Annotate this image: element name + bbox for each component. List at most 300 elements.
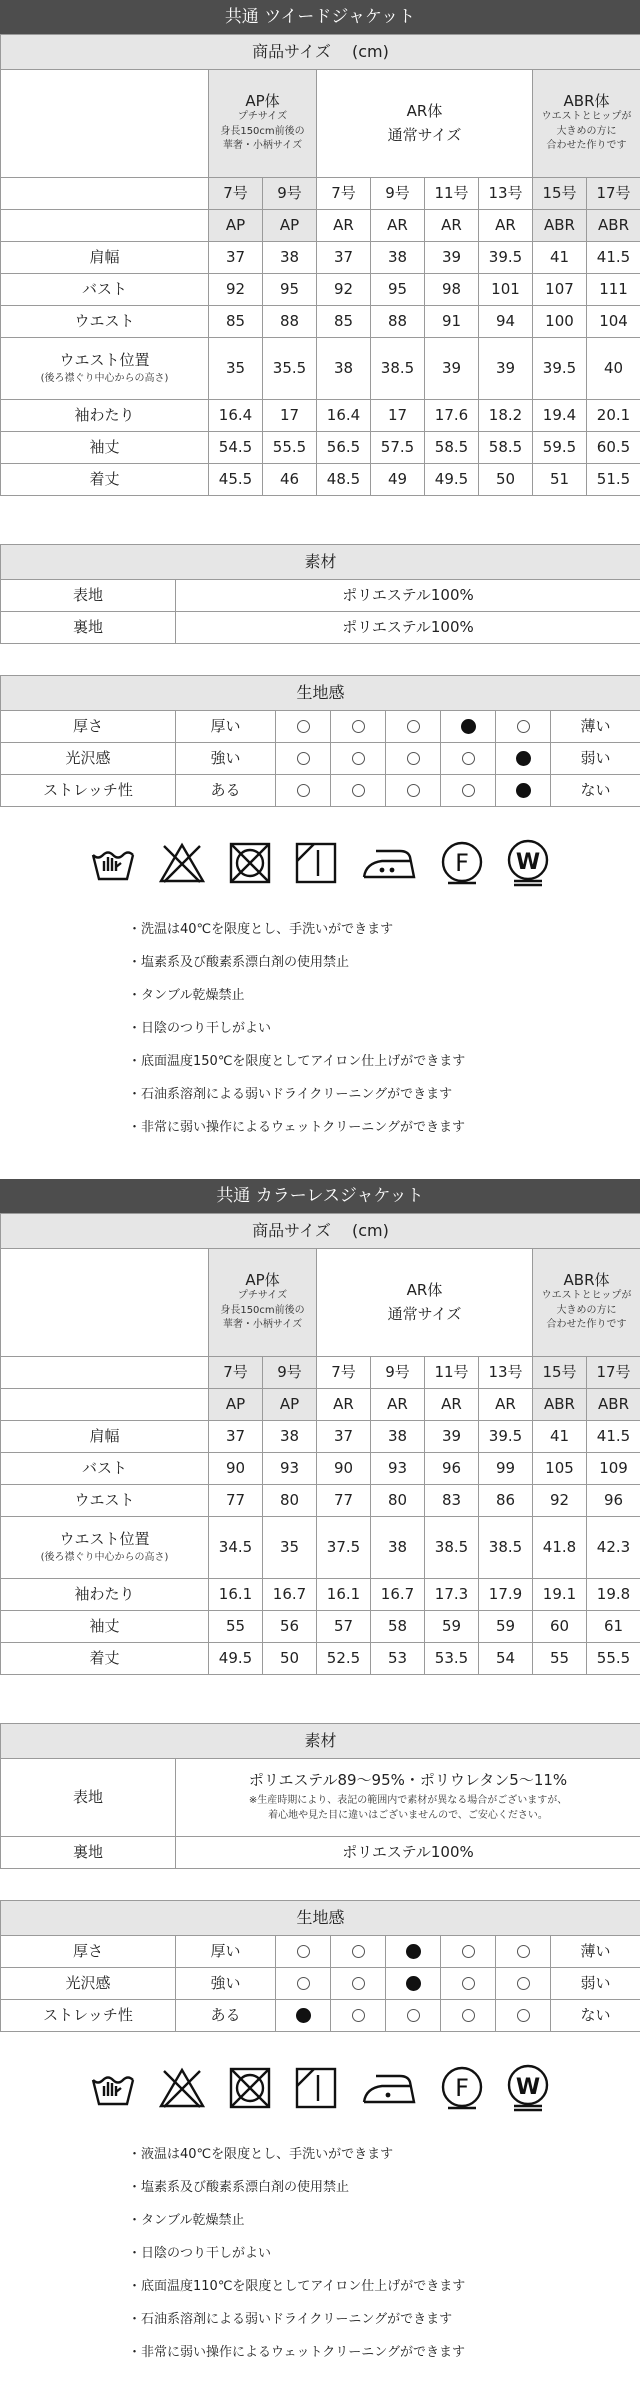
empty-circle-icon [462, 2009, 475, 2022]
type-label: AR [479, 210, 533, 242]
scale-cell [331, 1968, 386, 2000]
size-label: 11号 [425, 1357, 479, 1389]
scale-cell [331, 775, 386, 807]
measure-value: 88 [263, 306, 317, 338]
empty-circle-icon [297, 784, 310, 797]
empty-circle-icon [297, 720, 310, 733]
empty-circle-icon [352, 1977, 365, 1990]
measure-value: 19.4 [533, 400, 587, 432]
measure-value: 39 [425, 1421, 479, 1453]
measure-label: 袖わたり [1, 400, 209, 432]
scale-cell [441, 775, 496, 807]
texture-left-label: 強い [176, 743, 276, 775]
hand-wash-40-icon [90, 841, 136, 885]
texture-label: 厚さ [1, 711, 176, 743]
material-label: 裏地 [1, 612, 176, 644]
scale-cell [276, 1936, 331, 1968]
scale-cell [386, 743, 441, 775]
measure-value: 41.5 [587, 1421, 640, 1453]
measure-value: 105 [533, 1453, 587, 1485]
measure-value: 92 [317, 274, 371, 306]
measure-label: 袖わたり [1, 1579, 209, 1611]
measure-value: 35 [263, 1517, 317, 1579]
texture-left-label: 厚い [176, 1936, 276, 1968]
measure-value: 17.3 [425, 1579, 479, 1611]
texture-right-label: 薄い [551, 1936, 640, 1968]
scale-cell [331, 1936, 386, 1968]
care-list [0, 913, 640, 1144]
blank-corner [1, 1249, 209, 1357]
type-label: ABR [533, 210, 587, 242]
product-title: 共通 カラーレスジャケット [0, 1179, 640, 1213]
care-item: ・タンブル乾燥禁止 [128, 988, 245, 1003]
measure-value: 58 [371, 1611, 425, 1643]
measure-value: 37 [209, 242, 263, 274]
texture-header: 生地感 [1, 1901, 640, 1936]
measure-value: 37 [317, 242, 371, 274]
measure-value: 39 [425, 338, 479, 400]
measure-value: 92 [533, 1485, 587, 1517]
measure-value: 37 [209, 1421, 263, 1453]
svg-text:W: W [515, 850, 541, 875]
empty-circle-icon [462, 784, 475, 797]
care-item: ・塩素系及び酸素系漂白剤の使用禁止 [128, 955, 350, 970]
empty-circle-icon [352, 2009, 365, 2022]
size-table-header: 商品サイズ (cm) [1, 35, 640, 70]
measure-value: 104 [587, 306, 640, 338]
material-table [0, 1723, 640, 1869]
measure-label: ウエスト [1, 1485, 209, 1517]
measure-value: 39.5 [533, 338, 587, 400]
measure-value: 45.5 [209, 464, 263, 496]
scale-cell [331, 2000, 386, 2032]
scale-cell [276, 2000, 331, 2032]
line-dry-shade-icon [294, 2066, 338, 2110]
material-label: 表地 [1, 580, 176, 612]
measure-label: 袖丈 [1, 432, 209, 464]
empty-circle-icon [297, 1945, 310, 1958]
texture-label: 厚さ [1, 1936, 176, 1968]
dry-clean-f-icon [440, 840, 484, 886]
measure-value: 59.5 [533, 432, 587, 464]
measure-value: 20.1 [587, 400, 640, 432]
blank-cell [1, 178, 209, 210]
size-label: 11号 [425, 178, 479, 210]
selected-circle-icon [516, 751, 531, 766]
measure-value: 16.1 [209, 1579, 263, 1611]
type-label: AR [371, 210, 425, 242]
scale-cell [441, 1936, 496, 1968]
group-abr: ABR体 ウエストとヒップが 大きめの方に 合わせた作りです [533, 70, 640, 178]
measure-value: 35.5 [263, 338, 317, 400]
type-label: AP [263, 1389, 317, 1421]
measure-value: 98 [425, 274, 479, 306]
blank-cell [1, 210, 209, 242]
selected-circle-icon [406, 1976, 421, 1991]
type-label: AR [425, 1389, 479, 1421]
measure-value: 17.6 [425, 400, 479, 432]
group-ap: AP体 プチサイズ 身長150cm前後の 華奢・小柄サイズ [209, 1249, 317, 1357]
measure-value: 88 [371, 306, 425, 338]
measure-value: 80 [371, 1485, 425, 1517]
size-label: 15号 [533, 178, 587, 210]
measure-value: 91 [425, 306, 479, 338]
iron-110-icon [360, 2068, 418, 2108]
material-header: 素材 [1, 1724, 640, 1759]
scale-cell [386, 1968, 441, 2000]
texture-left-label: 厚い [176, 711, 276, 743]
material-label: 表地 [1, 1759, 176, 1837]
measure-value: 54.5 [209, 432, 263, 464]
hand-wash-40-icon [90, 2066, 136, 2110]
care-item: ・底面温度150℃を限度としてアイロン仕上げができます [128, 1054, 466, 1069]
measure-value: 41 [533, 242, 587, 274]
size-label: 7号 [317, 178, 371, 210]
product-2 [0, 1179, 640, 2369]
line-dry-shade-icon [294, 841, 338, 885]
no-bleach-icon [158, 842, 206, 884]
scale-cell [276, 1968, 331, 2000]
scale-cell [496, 743, 551, 775]
scale-cell [496, 2000, 551, 2032]
type-label: AP [263, 210, 317, 242]
care-item: ・塩素系及び酸素系漂白剤の使用禁止 [128, 2180, 350, 2195]
measure-label: 肩幅 [1, 1421, 209, 1453]
iron-150-icon [360, 843, 418, 883]
texture-label: ストレッチ性 [1, 2000, 176, 2032]
measure-value: 83 [425, 1485, 479, 1517]
measure-value: 17 [263, 400, 317, 432]
care-item: ・石油系溶剤による弱いドライクリーニングができます [128, 2312, 453, 2327]
measure-value: 77 [209, 1485, 263, 1517]
material-header: 素材 [1, 545, 640, 580]
scale-cell [441, 711, 496, 743]
measure-value: 96 [425, 1453, 479, 1485]
no-bleach-icon [158, 2067, 206, 2109]
measure-value: 92 [209, 274, 263, 306]
empty-circle-icon [407, 2009, 420, 2022]
measure-value: 37.5 [317, 1517, 371, 1579]
texture-right-label: ない [551, 2000, 640, 2032]
measure-label: ウエスト位置 (後ろ襟ぐり中心からの高さ) [1, 338, 209, 400]
measure-label: 袖丈 [1, 1611, 209, 1643]
size-label: 7号 [209, 178, 263, 210]
care-item: ・液温は40℃を限度とし、手洗いができます [128, 2147, 394, 2162]
size-label: 13号 [479, 178, 533, 210]
measure-value: 18.2 [479, 400, 533, 432]
size-label: 7号 [317, 1357, 371, 1389]
measure-value: 96 [587, 1485, 640, 1517]
size-label: 17号 [587, 178, 640, 210]
measure-value: 40 [587, 338, 640, 400]
product-title: 共通 ツイードジャケット [0, 0, 640, 34]
scale-cell [276, 711, 331, 743]
measure-value: 38 [371, 1421, 425, 1453]
size-table-header: 商品サイズ (cm) [1, 1214, 640, 1249]
dry-clean-f-icon [440, 2065, 484, 2111]
care-item: ・石油系溶剤による弱いドライクリーニングができます [128, 1087, 453, 1102]
empty-circle-icon [297, 752, 310, 765]
measure-value: 55.5 [263, 432, 317, 464]
group-ap: AP体 プチサイズ 身長150cm前後の 華奢・小柄サイズ [209, 70, 317, 178]
type-label: AR [479, 1389, 533, 1421]
material-value: ポリエステル100% [176, 580, 640, 612]
measure-value: 111 [587, 274, 640, 306]
measure-value: 50 [263, 1643, 317, 1675]
size-label: 7号 [209, 1357, 263, 1389]
measure-label: 着丈 [1, 464, 209, 496]
measure-value: 60.5 [587, 432, 640, 464]
measure-value: 55 [209, 1611, 263, 1643]
group-ar: AR体 通常サイズ [317, 70, 533, 178]
measure-value: 38 [263, 242, 317, 274]
scale-cell [386, 711, 441, 743]
texture-right-label: 弱い [551, 1968, 640, 2000]
texture-label: ストレッチ性 [1, 775, 176, 807]
type-label: AR [317, 1389, 371, 1421]
measure-value: 100 [533, 306, 587, 338]
scale-cell [276, 743, 331, 775]
measure-value: 38 [263, 1421, 317, 1453]
measure-value: 54 [479, 1643, 533, 1675]
material-value-cell [176, 1759, 640, 1837]
measure-value: 41 [533, 1421, 587, 1453]
measure-value: 77 [317, 1485, 371, 1517]
svg-text:W: W [515, 2075, 541, 2100]
measure-value: 35 [209, 338, 263, 400]
material-note: 着心地や見た目に違いはございませんので、ご安心ください。 [268, 1810, 548, 1822]
scale-cell [386, 1936, 441, 1968]
selected-circle-icon [461, 719, 476, 734]
type-label: ABR [587, 1389, 640, 1421]
measure-value: 57 [317, 1611, 371, 1643]
scale-cell [386, 2000, 441, 2032]
measure-label: 着丈 [1, 1643, 209, 1675]
wet-clean-w-icon [506, 2064, 550, 2112]
scale-cell [441, 2000, 496, 2032]
measure-value: 19.8 [587, 1579, 640, 1611]
measure-value: 41.8 [533, 1517, 587, 1579]
size-label: 9号 [263, 178, 317, 210]
measure-value: 34.5 [209, 1517, 263, 1579]
size-label: 13号 [479, 1357, 533, 1389]
measure-value: 51 [533, 464, 587, 496]
blank-cell [1, 1389, 209, 1421]
measure-value: 39.5 [479, 242, 533, 274]
measure-value: 38.5 [479, 1517, 533, 1579]
measure-label: ウエスト位置 (後ろ襟ぐり中心からの高さ) [1, 1517, 209, 1579]
type-label: AP [209, 1389, 263, 1421]
blank-cell [1, 1357, 209, 1389]
measure-value: 39 [425, 242, 479, 274]
measure-value: 59 [425, 1611, 479, 1643]
empty-circle-icon [462, 1977, 475, 1990]
material-value: ポリエステル89〜95%・ポリウレタン5〜11% [248, 1770, 568, 1789]
material-table [0, 544, 640, 644]
measure-value: 49.5 [209, 1643, 263, 1675]
measure-value: 50 [479, 464, 533, 496]
measure-value: 53 [371, 1643, 425, 1675]
measure-value: 59 [479, 1611, 533, 1643]
measure-value: 42.3 [587, 1517, 640, 1579]
measure-value: 60 [533, 1611, 587, 1643]
empty-circle-icon [517, 2009, 530, 2022]
measure-label: ウエスト [1, 306, 209, 338]
texture-table [0, 1900, 640, 2032]
measure-value: 37 [317, 1421, 371, 1453]
measure-value: 38 [317, 338, 371, 400]
measure-value: 94 [479, 306, 533, 338]
texture-table [0, 675, 640, 807]
group-abr: ABR体 ウエストとヒップが 大きめの方に 合わせた作りです [533, 1249, 640, 1357]
measure-value: 93 [371, 1453, 425, 1485]
size-table [0, 34, 640, 496]
size-label: 9号 [263, 1357, 317, 1389]
measure-value: 49 [371, 464, 425, 496]
measure-label: バスト [1, 274, 209, 306]
measure-value: 16.4 [209, 400, 263, 432]
texture-left-label: ある [176, 2000, 276, 2032]
selected-circle-icon [296, 2008, 311, 2023]
measure-value: 95 [263, 274, 317, 306]
type-label: ABR [587, 210, 640, 242]
empty-circle-icon [297, 1977, 310, 1990]
measure-value: 17 [371, 400, 425, 432]
empty-circle-icon [517, 720, 530, 733]
empty-circle-icon [462, 752, 475, 765]
measure-value: 38 [371, 242, 425, 274]
wet-clean-w-icon [506, 839, 550, 887]
material-note: ※生産時期により、表記の範囲内で素材が異なる場合がございますが、 [248, 1795, 568, 1807]
measure-label: バスト [1, 1453, 209, 1485]
size-table [0, 1213, 640, 1675]
measure-value: 80 [263, 1485, 317, 1517]
measure-value: 58.5 [479, 432, 533, 464]
measure-value: 95 [371, 274, 425, 306]
material-value: ポリエステル100% [176, 1837, 640, 1869]
measure-value: 52.5 [317, 1643, 371, 1675]
selected-circle-icon [516, 783, 531, 798]
measure-value: 107 [533, 274, 587, 306]
measure-value: 90 [317, 1453, 371, 1485]
size-label: 15号 [533, 1357, 587, 1389]
scale-cell [496, 1968, 551, 2000]
texture-label: 光沢感 [1, 743, 176, 775]
measure-value: 16.7 [371, 1579, 425, 1611]
empty-circle-icon [462, 1945, 475, 1958]
scale-cell [441, 743, 496, 775]
product-1 [0, 0, 640, 1144]
texture-right-label: ない [551, 775, 640, 807]
empty-circle-icon [352, 752, 365, 765]
measure-value: 49.5 [425, 464, 479, 496]
measure-value: 99 [479, 1453, 533, 1485]
material-value: ポリエステル100% [176, 612, 640, 644]
measure-value: 16.7 [263, 1579, 317, 1611]
type-label: ABR [533, 1389, 587, 1421]
care-icons [0, 823, 640, 903]
measure-value: 16.4 [317, 400, 371, 432]
scale-cell [496, 711, 551, 743]
type-label: AR [371, 1389, 425, 1421]
measure-value: 39 [479, 338, 533, 400]
measure-value: 86 [479, 1485, 533, 1517]
measure-value: 109 [587, 1453, 640, 1485]
measure-value: 85 [317, 306, 371, 338]
care-item: ・タンブル乾燥禁止 [128, 2213, 245, 2228]
empty-circle-icon [517, 1945, 530, 1958]
empty-circle-icon [407, 752, 420, 765]
measure-value: 55 [533, 1643, 587, 1675]
measure-value: 46 [263, 464, 317, 496]
texture-right-label: 薄い [551, 711, 640, 743]
measure-value: 101 [479, 274, 533, 306]
type-label: AR [425, 210, 479, 242]
measure-value: 38 [371, 1517, 425, 1579]
texture-left-label: 強い [176, 1968, 276, 2000]
measure-value: 90 [209, 1453, 263, 1485]
care-item: ・洗温は40℃を限度とし、手洗いができます [128, 922, 394, 937]
measure-value: 48.5 [317, 464, 371, 496]
empty-circle-icon [352, 720, 365, 733]
measure-value: 53.5 [425, 1643, 479, 1675]
no-tumble-dry-icon [228, 841, 272, 885]
empty-circle-icon [517, 1977, 530, 1990]
selected-circle-icon [406, 1944, 421, 1959]
type-label: AP [209, 210, 263, 242]
size-label: 9号 [371, 1357, 425, 1389]
scale-cell [386, 775, 441, 807]
size-label: 17号 [587, 1357, 640, 1389]
empty-circle-icon [352, 784, 365, 797]
group-ar: AR体 通常サイズ [317, 1249, 533, 1357]
measure-value: 19.1 [533, 1579, 587, 1611]
texture-left-label: ある [176, 775, 276, 807]
measure-value: 58.5 [425, 432, 479, 464]
empty-circle-icon [352, 1945, 365, 1958]
measure-value: 56.5 [317, 432, 371, 464]
texture-header: 生地感 [1, 676, 640, 711]
care-icons [0, 2048, 640, 2128]
scale-cell [276, 775, 331, 807]
measure-value: 57.5 [371, 432, 425, 464]
measure-value: 16.1 [317, 1579, 371, 1611]
texture-label: 光沢感 [1, 1968, 176, 2000]
blank-corner [1, 70, 209, 178]
svg-text:F: F [455, 849, 469, 877]
type-label: AR [317, 210, 371, 242]
measure-value: 39.5 [479, 1421, 533, 1453]
care-item: ・日陰のつり干しがよい [128, 2246, 272, 2261]
care-list [0, 2138, 640, 2369]
material-label: 裏地 [1, 1837, 176, 1869]
texture-right-label: 弱い [551, 743, 640, 775]
scale-cell [331, 743, 386, 775]
care-item: ・底面温度110℃を限度としてアイロン仕上げができます [128, 2279, 466, 2294]
svg-text:F: F [455, 2074, 469, 2102]
scale-cell [441, 1968, 496, 2000]
measure-value: 85 [209, 306, 263, 338]
measure-value: 61 [587, 1611, 640, 1643]
measure-value: 51.5 [587, 464, 640, 496]
scale-cell [331, 711, 386, 743]
measure-value: 38.5 [425, 1517, 479, 1579]
no-tumble-dry-icon [228, 2066, 272, 2110]
measure-value: 17.9 [479, 1579, 533, 1611]
empty-circle-icon [407, 784, 420, 797]
care-item: ・日陰のつり干しがよい [128, 1021, 272, 1036]
scale-cell [496, 775, 551, 807]
